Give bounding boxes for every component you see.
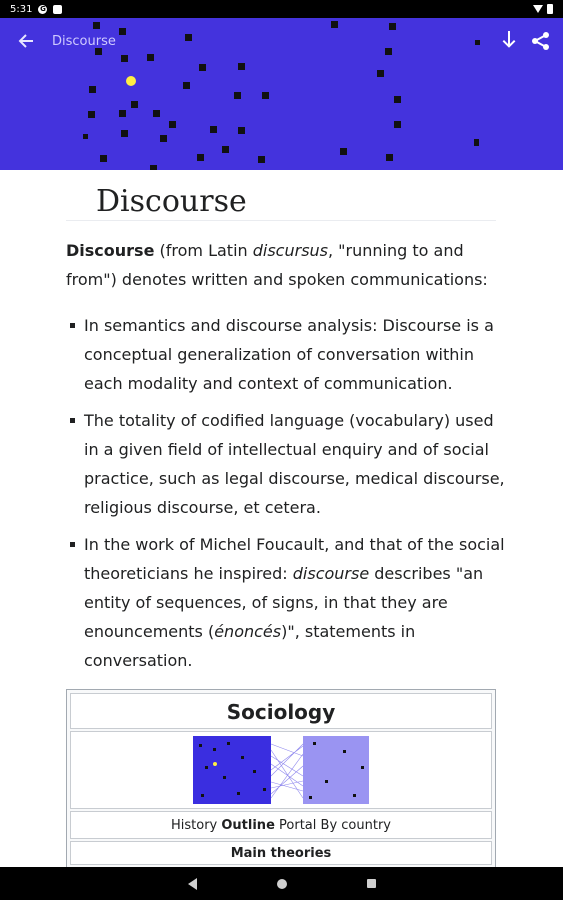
article-content (0, 170, 563, 867)
nav-recents-icon[interactable] (367, 879, 376, 888)
nav-home-icon[interactable] (277, 879, 287, 889)
intro-text-post: , "running to and from") denotes written and spoken communications: (66, 241, 488, 289)
page-title: Discourse (96, 184, 247, 219)
system-nav-bar (0, 867, 563, 900)
list-item-text: In semantics and discourse analysis: Discourse is a conceptual generalization of conversation within each modality and context of communication. (84, 316, 494, 393)
app-bar (0, 18, 563, 64)
definition-list (66, 311, 506, 683)
nav-back-icon[interactable] (188, 878, 197, 890)
google-icon: G (40, 4, 46, 13)
bullet-icon (70, 542, 75, 547)
status-time: 5:31 (10, 3, 33, 15)
download-icon (502, 31, 516, 51)
infobox-links (70, 811, 492, 839)
share-button[interactable] (529, 29, 553, 53)
title-divider (66, 220, 496, 221)
list-item-text: The totality of codified language (vocabulary) used in a given field of intellectual enquiry and of social practice, such as legal discourse, medical discourse, religious discourse, et cetera. (84, 411, 505, 517)
list-item (66, 530, 506, 675)
arrow-left-icon (18, 33, 34, 49)
back-button[interactable] (0, 18, 52, 64)
list-item-text-part1: In the work of Michel Foucault, and that of the social theoreticians he inspired: (84, 535, 505, 583)
list-item-text-part3: describes "an entity of sequences, of signs, in that they are enouncements ( (84, 564, 484, 641)
list-item-italic-discourse: discourse (292, 564, 370, 583)
wifi-icon (533, 5, 543, 13)
list-item (66, 406, 506, 522)
intro-latin-term: discursus (252, 241, 328, 260)
notification-icon (53, 5, 62, 14)
bullet-icon (70, 323, 75, 328)
outline-link[interactable]: Outline (221, 818, 275, 833)
download-button[interactable] (497, 29, 521, 53)
sociology-infobox (66, 689, 496, 867)
app-bar-title: Discourse (52, 33, 116, 49)
infobox-image[interactable] (70, 731, 492, 809)
by-country-link[interactable]: By country (320, 818, 391, 833)
history-link[interactable]: History (170, 818, 218, 833)
share-icon (531, 31, 551, 51)
portal-link[interactable]: Portal (279, 818, 317, 833)
intro-bold-term: Discourse (66, 241, 155, 260)
list-item (66, 311, 506, 398)
infobox-section-main-theories[interactable]: Main theories (70, 841, 492, 865)
intro-text-pre: (from Latin (154, 241, 253, 260)
social-network-image (193, 736, 369, 804)
bullet-icon (70, 418, 75, 423)
list-item-italic-enonces: énoncés (214, 622, 282, 641)
list-item-text-part5: )", statements in conversation. (84, 622, 416, 670)
status-bar (0, 0, 563, 18)
battery-icon (547, 4, 553, 14)
infobox-title: Sociology (70, 693, 492, 729)
article-intro (66, 236, 506, 294)
